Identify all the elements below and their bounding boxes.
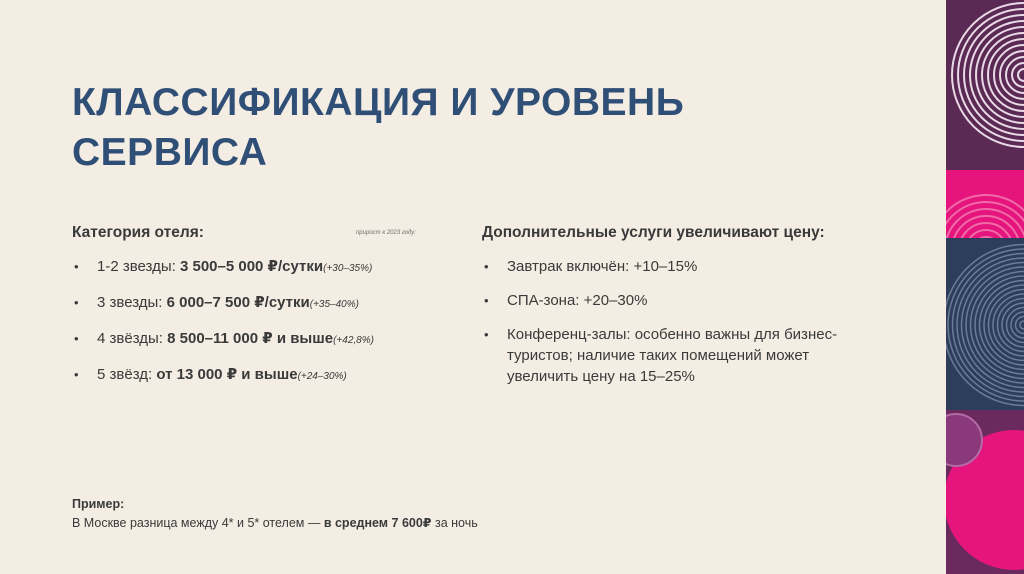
- category-label: 3 звезды:: [97, 294, 167, 311]
- list-item: [482, 256, 842, 277]
- hotel-category-heading: Категория отеля:: [72, 224, 204, 241]
- example-label: Пример:: [72, 497, 125, 511]
- bullet-icon: •: [484, 293, 489, 308]
- decor-purple-block: [946, 0, 1024, 170]
- slide-title-line-2: СЕРВИСА: [72, 131, 268, 174]
- extra-services-heading: Дополнительные услуги увеличивают цену:: [482, 224, 825, 241]
- list-item: [482, 324, 842, 387]
- service-text: Конференц-залы: особенно важны для бизнес-туристов; наличие таких помещений может увеличить цену на 15–25%: [507, 326, 838, 385]
- slide-title-line-1: КЛАССИФИКАЦИЯ И УРОВЕНЬ: [72, 81, 685, 124]
- service-text: Завтрак включён: +10–15%: [507, 258, 698, 275]
- list-item: [482, 290, 842, 311]
- example-text-end: за ночь: [431, 516, 478, 530]
- example-block: [72, 495, 672, 533]
- bullet-icon: •: [74, 367, 79, 382]
- example-text: [72, 514, 672, 533]
- example-highlight: в среднем 7 600₽: [323, 516, 432, 530]
- bullet-icon: •: [74, 259, 79, 274]
- category-growth: (+35–40%): [309, 299, 359, 310]
- list-item: [72, 256, 462, 279]
- bullet-icon: •: [74, 331, 79, 346]
- slide-title: [72, 78, 892, 178]
- growth-note: прирост к 2023 году:: [356, 230, 416, 236]
- category-label: 1-2 звезды:: [97, 258, 180, 275]
- category-label: 5 звёзд:: [97, 366, 157, 383]
- category-price: от 13 000 ₽ и выше: [156, 366, 298, 383]
- extra-services-list: [482, 256, 842, 387]
- bullet-icon: •: [74, 295, 79, 310]
- category-growth: (+42,8%): [333, 335, 374, 346]
- category-growth: (+30–35%): [323, 263, 373, 274]
- list-item: [72, 364, 462, 387]
- list-item: [72, 292, 462, 315]
- extra-services-column: [482, 222, 842, 387]
- hotel-category-list: [72, 256, 462, 387]
- bullet-icon: •: [484, 259, 489, 274]
- category-price: 8 500–11 000 ₽ и выше: [167, 330, 334, 347]
- list-item: [72, 328, 462, 351]
- bullet-icon: •: [484, 327, 489, 342]
- hotel-category-column: [72, 222, 462, 400]
- decorative-pattern: [946, 0, 1024, 574]
- example-text-start: В Москве разница между 4* и 5* отелем —: [72, 516, 324, 530]
- category-price: 3 500–5 000 ₽/сутки: [179, 258, 324, 275]
- service-text: СПА-зона: +20–30%: [507, 292, 648, 309]
- category-growth: (+24–30%): [297, 371, 347, 382]
- category-label: 4 звёзды:: [97, 330, 168, 347]
- category-price: 6 000–7 500 ₽/сутки: [166, 294, 310, 311]
